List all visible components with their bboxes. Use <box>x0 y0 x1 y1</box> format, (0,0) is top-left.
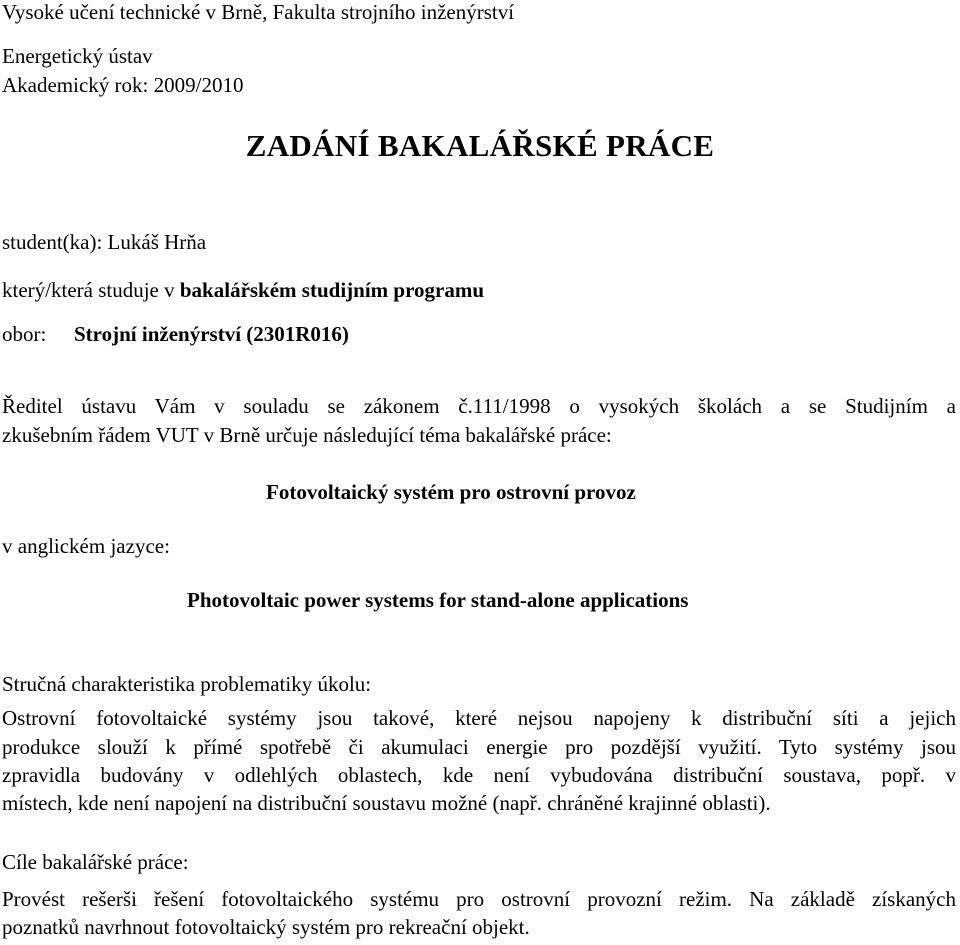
field-name: Strojní inženýrství (2301R016) <box>74 322 349 346</box>
goals-heading: Cíle bakalářské práce: <box>2 850 189 874</box>
characteristics-line: zpravidla budovány v odlehlých oblastech, kde není vybudována distribuční soustava, popř. v <box>2 763 956 787</box>
english-label: v anglickém jazyce: <box>2 534 170 558</box>
academic-year-line: Akademický rok: 2009/2010 <box>2 73 244 97</box>
decree-line-2: zkušebním řádem VUT v Brně určuje následující téma bakalářské práce: <box>2 423 612 447</box>
goals-line: poznatků navrhnout fotovoltaický systém pro rekreační objekt. <box>2 915 530 939</box>
student-line: student(ka): Lukáš Hrňa <box>2 230 207 254</box>
program-prefix: který/která studuje v <box>2 278 180 302</box>
characteristics-line: produkce slouží k přímé spotřebě či akumulaci energie pro pozdější využití. Tyto systémy jsou <box>2 735 956 759</box>
characteristics-line: Ostrovní fotovoltaické systémy jsou takové, které nejsou napojeny k distribuční síti a jejich <box>2 706 956 730</box>
topic-czech: Fotovoltaický systém pro ostrovní provoz <box>266 480 636 504</box>
program-line <box>2 278 484 303</box>
topic-english: Photovoltaic power systems for stand-alone applications <box>187 588 689 612</box>
characteristics-heading: Stručná charakteristika problematiky úkolu: <box>2 672 372 696</box>
program-name: bakalářském studijním programu <box>179 278 485 302</box>
decree-line-1: Ředitel ústavu Vám v souladu se zákonem č.111/1998 o vysokých školách a se Studijním a <box>2 394 956 418</box>
page-title: ZADÁNÍ BAKALÁŘSKÉ PRÁCE <box>245 128 715 163</box>
institute-line: Energetický ústav <box>2 44 153 68</box>
university-line: Vysoké učení technické v Brně, Fakulta strojního inženýrství <box>2 0 515 24</box>
characteristics-line: místech, kde není napojení na distribuční soustavu možné (např. chráněné krajinné oblasti). <box>2 791 771 815</box>
field-line <box>2 322 349 347</box>
goals-line: Provést rešerši řešení fotovoltaického systému pro ostrovní provozní režim. Na základě získaných <box>2 887 956 911</box>
field-label: obor: <box>2 322 47 346</box>
